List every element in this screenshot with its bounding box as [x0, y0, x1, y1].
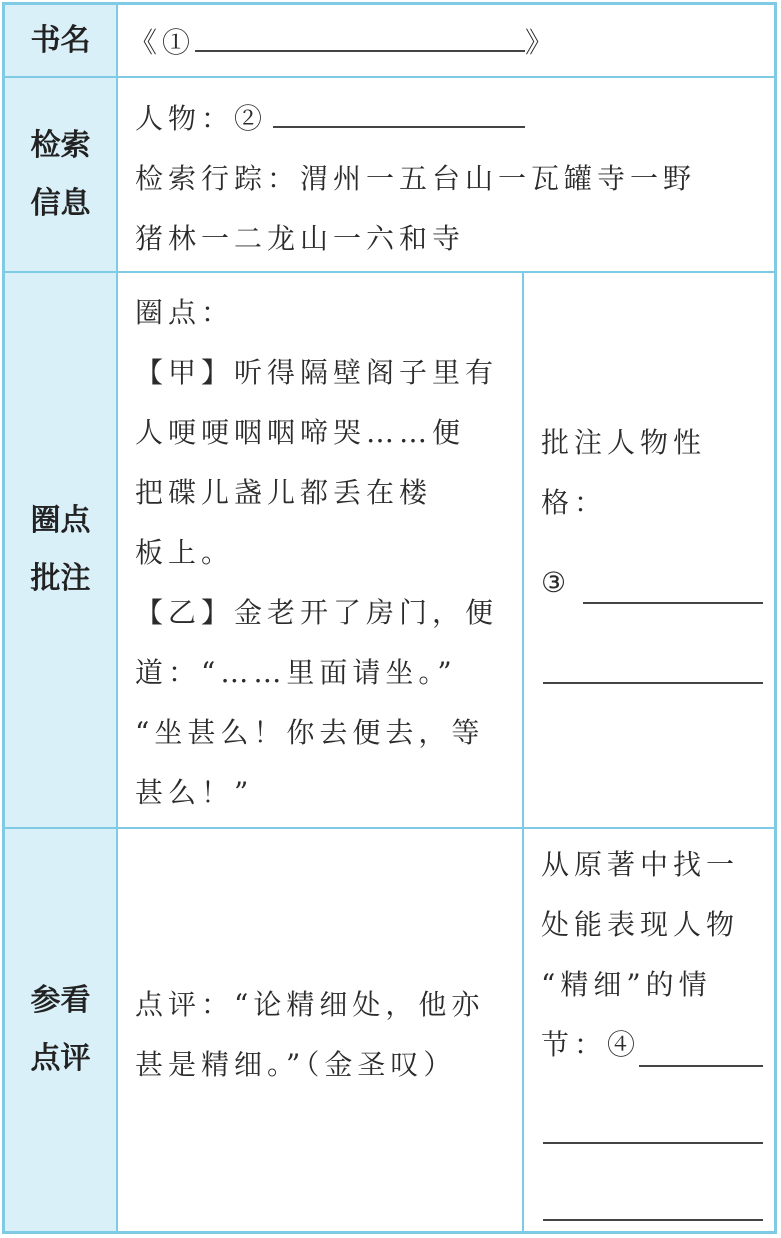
blank-number-2: ②	[234, 102, 268, 135]
header-search-l1: 检索	[30, 127, 91, 163]
passage-line: 道：“……里面请坐。”	[135, 656, 457, 689]
column-divider	[522, 273, 524, 1231]
task-line: “精细”的情	[541, 968, 712, 1001]
book-title-field	[129, 13, 558, 73]
header-search-info	[5, 78, 116, 271]
header-annotate-l1: 圈点	[30, 503, 91, 538]
person-field	[135, 89, 525, 149]
header-review-l2: 点评	[30, 1041, 91, 1076]
close-title-mark: 》	[525, 26, 559, 59]
comment-line-1: 点评：“论精细处，他亦	[135, 988, 485, 1021]
answer-line-3a[interactable]	[583, 602, 763, 604]
passage-line: 【甲】听得隔壁阁子里有	[135, 356, 499, 389]
task-last-label: 节：	[541, 1028, 608, 1061]
passage-line: 人哽哽咽咽啼哭……便	[135, 416, 466, 449]
circle-label: 圈点：	[135, 296, 235, 329]
answer-line-4a[interactable]	[639, 1065, 763, 1067]
header-book-title-text: 书名	[30, 22, 91, 58]
passage-line: 把碟儿盏儿都丢在楼	[135, 476, 433, 509]
row-divider	[5, 271, 774, 273]
passage-line: 甚么！”	[135, 776, 254, 809]
header-book-title	[5, 5, 116, 76]
header-annotate	[5, 273, 116, 827]
header-review	[5, 829, 116, 1231]
blank-number-4: ④	[607, 1028, 641, 1061]
blank-number-1: ①	[162, 26, 196, 59]
row-divider	[5, 827, 774, 829]
book-title-blank[interactable]	[195, 44, 525, 52]
note-prompt-line-1: 批注人物性	[541, 426, 707, 459]
header-review-l1: 参看	[30, 983, 91, 1018]
route-line-2: 猪林一二龙山一六和寺	[135, 222, 466, 255]
person-blank[interactable]	[273, 120, 525, 128]
column-divider	[116, 5, 118, 1231]
answer-line-4b[interactable]	[543, 1142, 763, 1144]
open-title-mark: 《	[129, 26, 163, 59]
header-search-l2: 信息	[30, 185, 91, 221]
note-prompt-line-2: 格：	[541, 486, 608, 519]
reading-card-table	[2, 2, 777, 1234]
answer-line-4c[interactable]	[543, 1219, 763, 1221]
blank-number-3: ③	[541, 566, 572, 599]
comment-line-2: 甚是精细。”（金圣叹）	[135, 1048, 457, 1081]
task-line: 处能表现人物	[541, 908, 740, 941]
answer-line-3b[interactable]	[543, 682, 763, 684]
task-last-line	[541, 1015, 640, 1075]
row-divider	[5, 76, 774, 78]
task-line: 从原著中找一	[541, 848, 740, 881]
person-label: 人物：	[135, 102, 235, 135]
header-annotate-l2: 批注	[30, 561, 91, 596]
passage-line: 【乙】金老开了房门，便	[135, 596, 499, 629]
passage-line: “坐甚么！你去便去，等	[135, 716, 485, 749]
route-line-1: 检索行踪：渭州一五台山一瓦罐寺一野	[135, 162, 697, 195]
passage-line: 板上。	[135, 536, 235, 569]
